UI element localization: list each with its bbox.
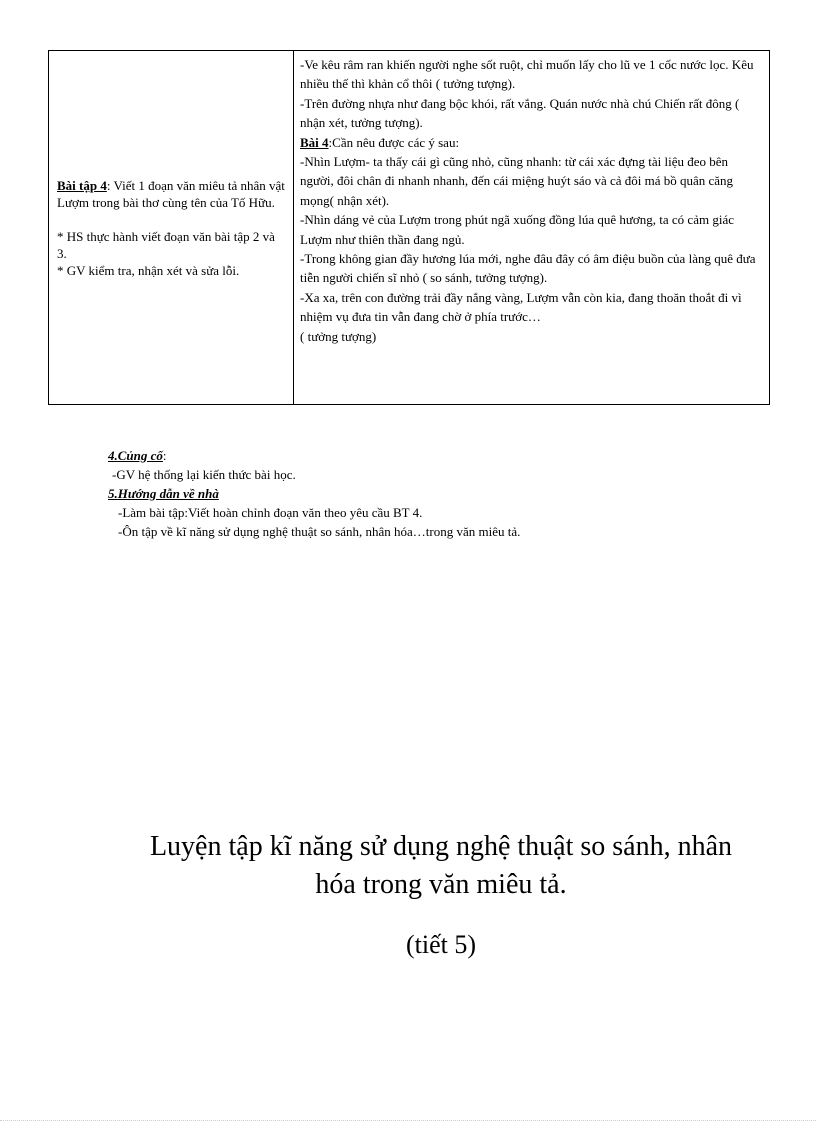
gv-instruction: * GV kiểm tra, nhận xét và sửa lỗi. — [57, 262, 240, 278]
bai4-label: Bài 4 — [300, 134, 329, 150]
cungco-item: -GV hệ thống lại kiến thức bài học. — [112, 467, 296, 482]
huongdan-item-1: -Làm bài tập:Viết hoàn chỉnh đoạn văn theo yêu cầu BT 4. — [118, 505, 423, 520]
lesson-title-line-1: Luyện tập kĩ năng sử dụng nghệ thuật so sánh, nhân — [149, 831, 733, 862]
cungco-heading — [108, 446, 520, 465]
huongdan-label: 5.Hướng dẫn về nhà — [108, 486, 219, 501]
content-column — [294, 51, 769, 404]
bai4-point-3: -Trong không gian đầy hương lúa mới, nghe đâu đây có âm điệu buồn của làng quê đưa tiễn người chiến sĩ nhỏ ( so sánh, tưởng tượng). — [300, 251, 756, 286]
lesson-title-line-2: hóa trong văn miêu tả. — [315, 869, 567, 900]
huongdan-heading — [108, 484, 520, 503]
cungco-label: 4.Củng cố — [108, 448, 163, 463]
exercise-4-prompt — [57, 177, 285, 211]
hs-instruction: * HS thực hành viết đoạn văn bài tập 2 và 3. — [57, 228, 275, 261]
exercise-4-label: Bài tập 4 — [57, 177, 107, 193]
bai4-point-2: -Nhìn dáng vẻ của Lượm trong phút ngã xuống đồng lúa quê hương, ta có cảm giác Lượm như thiên thần đang ngủ. — [300, 212, 734, 247]
bai4-point-4: -Xa xa, trên con đường trải đầy nắng vàng, Lượm vẫn còn kia, đang thoăn thoắt đi vì nhiệm vụ đưa tin vẫn đang chờ ở phía trước… — [300, 289, 742, 325]
example-line-1: -Ve kêu râm ran khiến người nghe sốt ruột, chỉ muốn lấy cho lũ ve 1 cốc nước lọc. Kêu nhiều thế thì khản cổ thôi ( tưởng tượng). — [300, 57, 754, 92]
bai4-point-4-tail: ( tưởng tượng) — [300, 328, 377, 344]
exercise-4-text: : Viết 1 đoạn văn miêu tả nhân vật Lượm trong bài thơ cùng tên của Tố Hữu. — [57, 177, 285, 210]
bai4-point-1: -Nhìn Lượm- ta thấy cái gì cũng nhỏ, cũng nhanh: từ cái xác đựng tài liệu đeo bên người, đôi chân đi nhanh nhanh, đến cái miệng huýt sáo và cả đôi má bồ quân căng mọng( nhận xét). — [300, 154, 734, 208]
example-line-2: -Trên đường nhựa như đang bộc khói, rất vắng. Quán nước nhà chú Chiến rất đông ( nhận xét, tưởng tượng). — [300, 95, 740, 131]
page-bottom-divider — [0, 1120, 816, 1121]
bai4-heading — [300, 133, 761, 152]
huongdan-item-2: -Ôn tập về kĩ năng sử dụng nghệ thuật so sánh, nhân hóa…trong văn miêu tả. — [118, 524, 521, 539]
lesson-title — [0, 828, 816, 904]
lesson-table — [48, 50, 770, 405]
bai4-text: :Cần nêu được các ý sau: — [328, 134, 460, 150]
cungco-colon: : — [162, 448, 167, 463]
lesson-subtitle: (tiết 5) — [405, 930, 477, 959]
activity-column — [49, 51, 294, 404]
lesson-notes — [108, 446, 520, 541]
